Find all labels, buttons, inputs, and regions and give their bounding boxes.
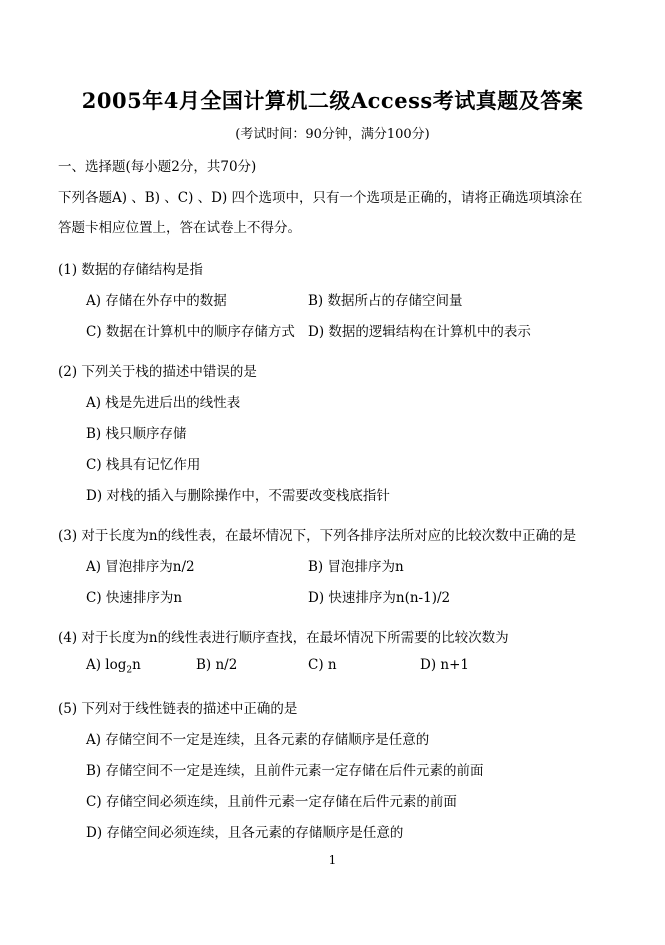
page-number: 1	[328, 853, 337, 867]
question-2-option-d: D) 对栈的插入与删除操作中，不需要改变栈底指针	[86, 488, 390, 504]
exam-info: (考试时间：90分钟，满分100分)	[235, 127, 430, 142]
question-1-option-c: C) 数据在计算机中的顺序存储方式	[86, 324, 295, 340]
question-4-option-d: D) n+1	[420, 657, 469, 673]
question-3-stem: (3) 对于长度为n的线性表，在最坏情况下，下列各排序法所对应的比较次数中正确的是	[58, 528, 577, 544]
question-2-option-a: A) 栈是先进后出的线性表	[86, 395, 241, 411]
question-5-stem: (5) 下列对于线性链表的描述中正确的是	[58, 701, 298, 717]
question-1-option-d: D) 数据的逻辑结构在计算机中的表示	[308, 324, 531, 340]
question-4-option-c: C) n	[308, 657, 337, 673]
question-1-stem: (1) 数据的存储结构是指	[58, 262, 203, 278]
question-5-option-d: D) 存储空间必须连续，且各元素的存储顺序是任意的	[86, 825, 404, 841]
question-4-option-a-prefix: A) log	[86, 657, 127, 673]
question-5-option-b: B) 存储空间不一定是连续，且前件元素一定存储在后件元素的前面	[86, 763, 484, 779]
instruction-line-2: 答题卡相应位置上，答在试卷上不得分。	[58, 220, 301, 236]
instruction-line-1: 下列各题A) 、B) 、C) 、D) 四个选项中，只有一个选项是正确的，请将正确选项填涂在	[58, 190, 583, 206]
question-3-option-d: D) 快速排序为n(n-1)/2	[308, 590, 451, 606]
question-2-stem: (2) 下列关于栈的描述中错误的是	[58, 364, 257, 380]
page-title: 2005年4月全国计算机二级Access考试真题及答案	[81, 88, 584, 113]
question-2-option-c: C) 栈具有记忆作用	[86, 457, 201, 473]
question-4-stem: (4) 对于长度为n的线性表进行顺序查找，在最坏情况下所需要的比较次数为	[58, 630, 509, 646]
question-3-option-a: A) 冒泡排序为n/2	[86, 559, 195, 575]
question-1-option-b: B) 数据所占的存储空间量	[308, 293, 463, 309]
question-3-option-b: B) 冒泡排序为n	[308, 559, 404, 575]
question-4-option-a-subscript: 2	[126, 665, 133, 676]
question-1-option-a: A) 存储在外存中的数据	[86, 293, 227, 309]
question-4-option-b: B) n/2	[196, 657, 238, 673]
question-4-option-a	[86, 657, 141, 676]
question-3-option-c: C) 快速排序为n	[86, 590, 183, 606]
section-heading: 一、选择题(每小题2分，共70分)	[58, 159, 257, 175]
question-5-option-c: C) 存储空间必须连续，且前件元素一定存储在后件元素的前面	[86, 794, 457, 810]
question-4-option-a-suffix: n	[132, 657, 141, 673]
question-5-option-a: A) 存储空间不一定是连续，且各元素的存储顺序是任意的	[86, 732, 430, 748]
question-2-option-b: B) 栈只顺序存储	[86, 426, 187, 442]
